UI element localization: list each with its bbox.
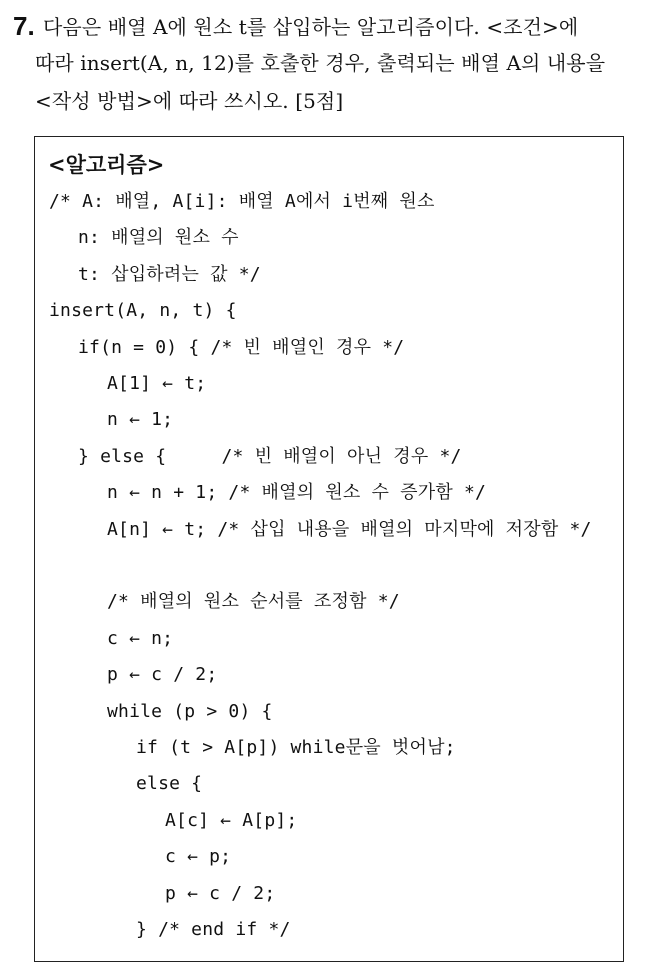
question-text-line-3: <작성 방법>에 따라 쓰시오. [5점] [35,89,344,113]
code-line-19: c ← p; [165,846,232,868]
question-text-line-2: 따라 insert(A, n, 12)를 호출한 경우, 출력되는 배열 A의 내용을 [35,51,606,75]
code-line-21: } /* end if */ [136,919,291,940]
code-line-9: n ← n + 1; /* 배열의 원소 수 증가함 */ [107,482,487,504]
code-line-5: if(n = 0) { /* 빈 배열인 경우 */ [78,336,405,358]
question-block [0,0,656,135]
code-line-4: insert(A, n, t) { [49,300,237,322]
code-line-16: if (t > A[p]) while문을 벗어남; [136,737,456,758]
code-line-12: /* 배열의 원소 순서를 조정함 */ [107,591,400,613]
code-line-1: /* A: 배열, A[i]: 배열 A에서 i번째 원소 [49,191,435,212]
code-line-17: else { [136,773,203,795]
code-line-14: p ← c / 2; [107,664,218,686]
code-line-15: while (p > 0) { [107,700,273,722]
code-line-2: n: 배열의 원소 수 [78,227,239,249]
algorithm-box [34,136,624,962]
code-line-6: A[1] ← t; [107,373,207,394]
code-line-20: p ← c / 2; [165,882,276,904]
code-line-18: A[c] ← A[p]; [165,809,298,831]
question-number: 7. [13,11,35,41]
code-line-3: t: 삽입하려는 값 */ [78,263,261,285]
algorithm-title: <알고리즘> [48,152,165,177]
code-line-13: c ← n; [107,627,174,649]
code-line-8: } else { /* 빈 배열이 아닌 경우 */ [78,445,462,467]
code-line-7: n ← 1; [107,409,174,431]
code-line-10: A[n] ← t; /* 삽입 내용을 배열의 마지막에 저장함 */ [107,518,592,540]
question-text-line-1: 다음은 배열 A에 원소 t를 삽입하는 알고리즘이다. <조건>에 [43,15,579,39]
